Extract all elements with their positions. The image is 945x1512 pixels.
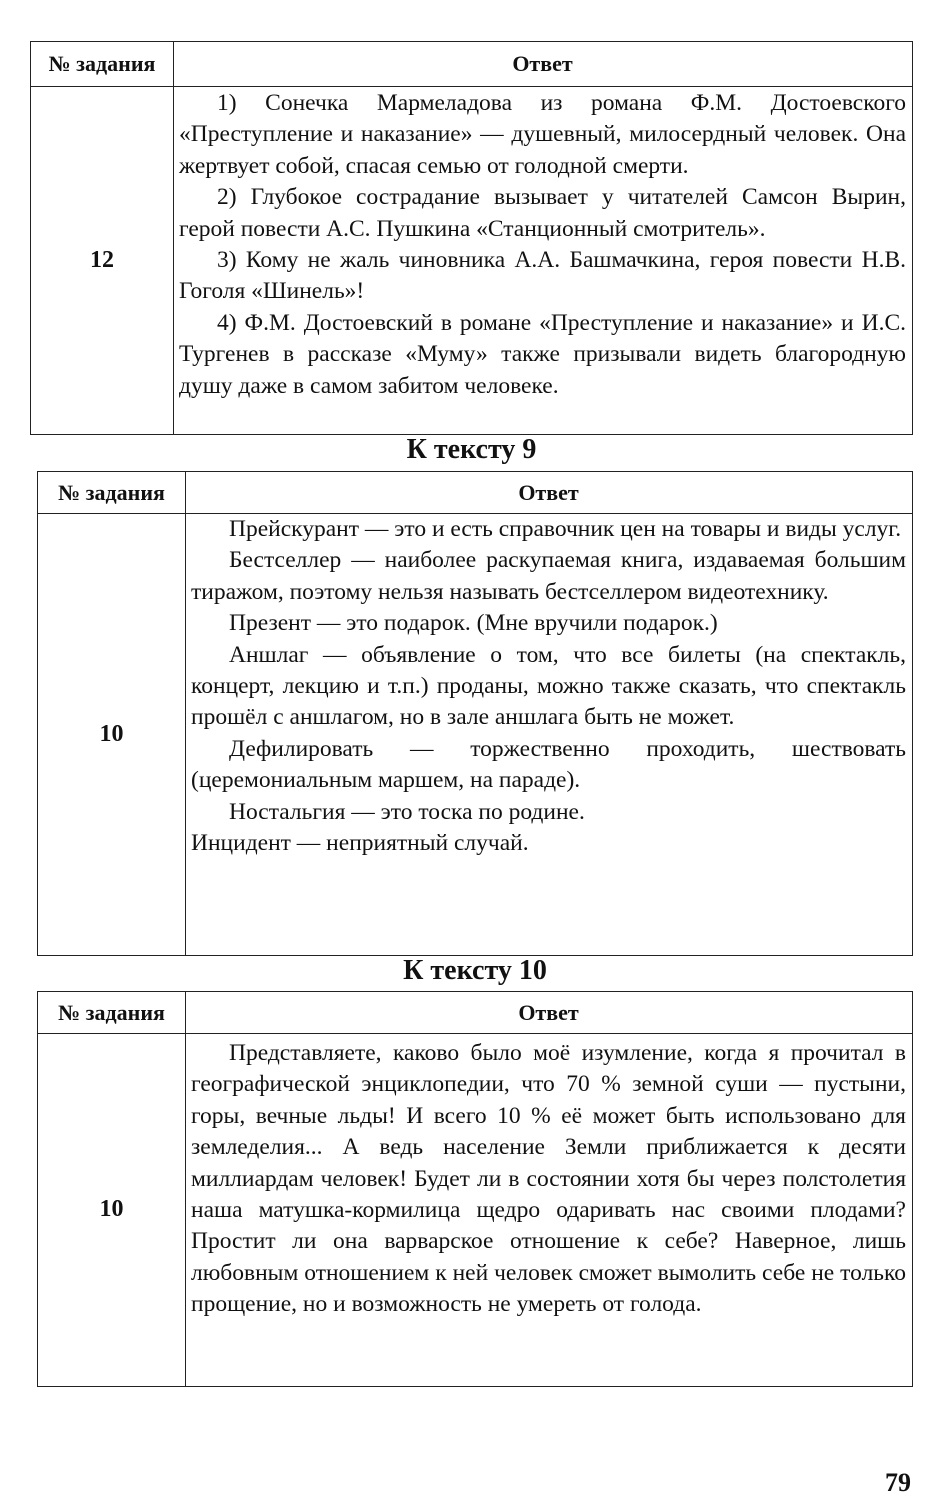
answer-table-text-9 [37, 471, 913, 956]
answer-cell [174, 88, 912, 434]
section-title-text-10: К тексту 10 [403, 955, 547, 986]
answer-paragraph-2: Бестселлер — наиболее раскупаемая книга, издаваемая большим тиражом, поэтому нельзя называть бестселлером видеотехнику. [191, 547, 906, 605]
table-header-row [31, 42, 912, 87]
answer-table-text-10 [37, 991, 913, 1387]
task-number-cell: 10 [99, 1196, 124, 1222]
section-title-text-9: К тексту 9 [406, 434, 537, 465]
answer-paragraph-4: Аншлаг — объявление о том, что все билеты (на спектакль, концерт, лекцию и т.п.) проданы, можно также сказать, что спектакль прошёл с аншлагом, но в зале аншлага быть не может. [191, 641, 906, 731]
table-header-row [38, 472, 912, 514]
page-number: 79 [885, 1468, 911, 1497]
header-answer: Ответ [512, 51, 573, 76]
header-task-number: № задания [58, 999, 165, 1025]
answer-cell [186, 514, 912, 955]
header-answer: Ответ [518, 999, 579, 1025]
task-number-cell: 12 [90, 246, 114, 273]
answer-paragraph-6: Ностальгия — это тоска по родине. [229, 798, 585, 825]
answer-paragraph-2: 2) Глубокое сострадание вызывает у читателей Самсон Вырин, герой повести А.С. Пушкина «Станционный смотритель». [179, 184, 906, 242]
answer-paragraph-4: 4) Ф.М. Достоевский в романе «Преступление и наказание» и И.С. Тургенев в рассказе «Муму» также призывали видеть благородную душу даже в самом забитом человеке. [179, 309, 906, 399]
task-number-cell: 10 [99, 720, 124, 747]
answer-paragraph-5: Дефилировать — торжественно проходить, шествовать (церемониальным маршем, на параде). [191, 735, 906, 794]
table-header-row [38, 992, 912, 1034]
answer-paragraph-1: Представляете, каково было моё изумление, когда я прочитал в географической энциклопедии, что 70 % земной суши — пустыни, горы, вечные льды! И всего 10 % её может быть использовано для земледелия... А ведь население Земли приближается к десяти миллиардам человек! Будет ли в состоянии хотя бы через полстолетия наша матушка-кормилица щедро одаривать нас своими плодами? Простит ли она варварское отношение к себе? Наверное, лишь любовным отношением к ней человек сможет вымолить себе не только прощение, но и возможность не умереть от голода. [191, 1040, 906, 1318]
answer-paragraph-3: Презент — это подарок. (Мне вручили подарок.) [229, 610, 718, 637]
answer-paragraph-3: 3) Кому не жаль чиновника А.А. Башмачкина, героя повести Н.В. Гоголя «Шинель»! [179, 247, 906, 305]
answer-table-12 [30, 41, 913, 435]
header-task-number: № задания [48, 51, 156, 76]
answer-paragraph-1: Прейскурант — это и есть справочник цен на товары и виды услуг. [229, 516, 902, 542]
answer-cell [186, 1038, 912, 1386]
answer-paragraph-1: 1) Сонечка Мармеладова из романа Ф.М. Достоевского «Преступление и наказание» — душевный, милосердный человек. Она жертвует собой, спасая семью от голодной смерти. [179, 90, 906, 179]
header-task-number: № задания [58, 479, 165, 505]
answer-paragraph-7: Инцидент — неприятный случай. [191, 830, 529, 857]
header-answer: Ответ [518, 479, 579, 505]
